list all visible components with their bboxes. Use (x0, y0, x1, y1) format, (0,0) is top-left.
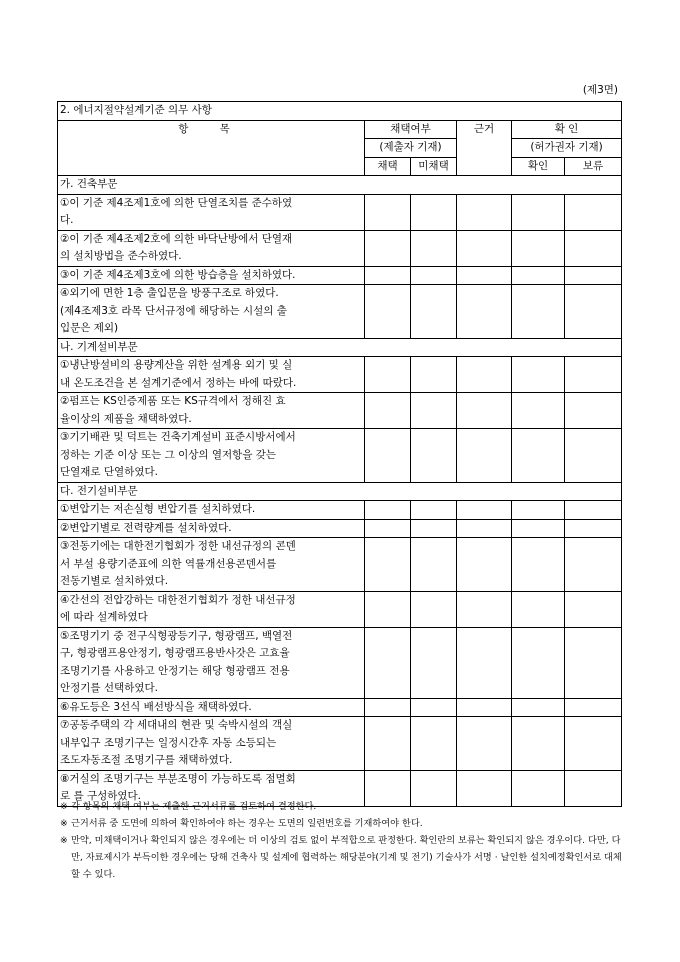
confirm-ok-cell[interactable] (512, 627, 565, 698)
basis-cell[interactable] (457, 698, 512, 717)
adopt-yes-cell[interactable] (365, 538, 411, 592)
confirm-hold-cell[interactable] (565, 519, 622, 538)
confirm-ok-cell[interactable] (512, 501, 565, 520)
footnote-mark: ※ (60, 835, 68, 846)
checklist-item-text (58, 285, 365, 339)
adopt-no-cell[interactable] (411, 519, 457, 538)
confirm-ok-cell[interactable] (512, 285, 565, 339)
adopt-yes-cell[interactable] (365, 357, 411, 393)
section-label: 다. 전기설비부문 (58, 482, 622, 501)
confirm-ok-cell[interactable] (512, 357, 565, 393)
confirm-hold-cell[interactable] (565, 357, 622, 393)
confirm-hold-cell[interactable] (565, 538, 622, 592)
footnote (60, 798, 626, 815)
checklist-item-line: 구, 형광램프용안정기, 형광램프용반사갓은 고효율 (60, 647, 290, 659)
basis-cell[interactable] (457, 230, 512, 266)
confirm-hold-cell[interactable] (565, 591, 622, 627)
checklist-item-text (58, 717, 365, 771)
header-confirm-hold: 보류 (565, 157, 622, 176)
checklist-item-line: ③이 기준 제4조제3호에 의한 방습층을 설치하였다. (60, 268, 296, 281)
confirm-hold-cell[interactable] (565, 627, 622, 698)
checklist-item-text (58, 429, 365, 483)
checklist-row (58, 429, 622, 483)
basis-cell[interactable] (457, 285, 512, 339)
basis-cell[interactable] (457, 429, 512, 483)
adopt-no-cell[interactable] (411, 393, 457, 429)
confirm-hold-cell[interactable] (565, 285, 622, 339)
section-row (58, 176, 622, 195)
basis-cell[interactable] (457, 591, 512, 627)
footnote (60, 832, 626, 883)
adopt-yes-cell[interactable] (365, 501, 411, 520)
table-title: 2. 에너지절약설계기준 의무 사항 (58, 102, 622, 121)
adopt-yes-cell[interactable] (365, 591, 411, 627)
checklist-item-line: 율이상의 제품을 채택하였다. (60, 412, 192, 425)
section-label: 가. 건축부문 (58, 176, 622, 195)
checklist-item-line: 입문은 제외) (60, 322, 119, 334)
adopt-no-cell[interactable] (411, 627, 457, 698)
checklist-row (58, 501, 622, 520)
adopt-no-cell[interactable] (411, 357, 457, 393)
header-adopt-title: 채택여부 (365, 120, 457, 139)
footnotes (60, 798, 626, 883)
adopt-no-cell[interactable] (411, 285, 457, 339)
checklist-item-line: 전동기별로 설치하였다. (60, 575, 169, 587)
confirm-hold-cell[interactable] (565, 501, 622, 520)
basis-cell[interactable] (457, 266, 512, 285)
checklist-item-line: 내 온도조건을 본 설계기준에서 정하는 바에 따랐다. (60, 376, 297, 389)
checklist-item-text (58, 194, 365, 230)
adopt-yes-cell[interactable] (365, 717, 411, 771)
checklist-item-line: 서 부설 용량기준표에 의한 역률개선용콘덴서를 (60, 557, 277, 570)
checklist-item-line: 정하는 기준 이상 또는 그 이상의 열저항을 갖는 (60, 448, 277, 461)
checklist-row (58, 194, 622, 230)
adopt-yes-cell[interactable] (365, 519, 411, 538)
confirm-hold-cell[interactable] (565, 698, 622, 717)
footnote-mark: ※ (60, 818, 68, 829)
confirm-hold-cell[interactable] (565, 429, 622, 483)
checklist-row (58, 393, 622, 429)
checklist-item-line: ④외기에 면한 1층 출입문을 방풍구조로 하였다. (60, 287, 279, 299)
checklist-item-line: ①변압기는 저손실형 변압기를 설치하였다. (60, 503, 256, 515)
checklist-item-text (58, 627, 365, 698)
confirm-hold-cell[interactable] (565, 717, 622, 771)
footnote-text: 근거서류 중 도면에 의하여 확인하여야 하는 경우는 도면의 일련번호를 기재하여야 한다. (71, 818, 423, 829)
checklist-item-line: ⑦공동주택의 각 세대내의 현관 및 숙박시설의 객실 (60, 719, 293, 731)
checklist-item-line: 조도자동조절 조명기구를 채택하였다. (60, 754, 233, 766)
basis-cell[interactable] (457, 393, 512, 429)
adopt-no-cell[interactable] (411, 194, 457, 230)
checklist-item-line: 에 따라 설계하였다 (60, 611, 148, 623)
adopt-yes-cell[interactable] (365, 627, 411, 698)
checklist-row (58, 519, 622, 538)
section-row (58, 482, 622, 501)
checklist-item-line: 의 설치방법을 준수하였다. (60, 250, 182, 262)
confirm-ok-cell[interactable] (512, 429, 565, 483)
checklist-item-line: ⑤조명기기 중 전구식형광등기구, 형광램프, 백열전 (60, 629, 293, 642)
checklist-item-line: 단열재로 단열하였다. (60, 466, 158, 478)
confirm-ok-cell[interactable] (512, 538, 565, 592)
confirm-ok-cell[interactable] (512, 698, 565, 717)
confirm-hold-cell[interactable] (565, 266, 622, 285)
checklist-item-line: 조명기기를 사용하고 안정기는 해당 형광램프 전용 (60, 664, 290, 677)
confirm-ok-cell[interactable] (512, 393, 565, 429)
confirm-hold-cell[interactable] (565, 194, 622, 230)
checklist-item-text (58, 501, 365, 520)
checklist-item-line: ⑥유도등은 3선식 배선방식을 채택하였다. (60, 700, 252, 713)
checklist-row (58, 627, 622, 698)
adopt-yes-cell[interactable] (365, 393, 411, 429)
energy-saving-checklist-table (57, 101, 622, 807)
section-row (58, 338, 622, 357)
checklist-item-text (58, 538, 365, 592)
checklist-item-text (58, 357, 365, 393)
confirm-ok-cell[interactable] (512, 230, 565, 266)
header-item: 항 목 (58, 120, 365, 176)
checklist-item-text (58, 393, 365, 429)
checklist-item-text (58, 230, 365, 266)
checklist-row (58, 266, 622, 285)
adopt-no-cell[interactable] (411, 698, 457, 717)
adopt-yes-cell[interactable] (365, 285, 411, 339)
footnote (60, 815, 626, 832)
adopt-yes-cell[interactable] (365, 429, 411, 483)
basis-cell[interactable] (457, 627, 512, 698)
header-adopt-yes: 채택 (365, 157, 411, 176)
checklist-item-line: ②펌프는 KS인증제품 또는 KS규격에서 정해진 효 (60, 395, 286, 407)
header-adopt-no: 미채택 (411, 157, 457, 176)
basis-cell[interactable] (457, 519, 512, 538)
checklist-item-line: 로 를 구성하였다. (60, 790, 142, 802)
header-confirm-ok: 확인 (512, 157, 565, 176)
checklist-row (58, 230, 622, 266)
footnote-mark: ※ (60, 801, 68, 812)
header-adopt-subtitle: (제출자 기재) (365, 139, 457, 158)
confirm-ok-cell[interactable] (512, 266, 565, 285)
checklist-row (58, 698, 622, 717)
basis-cell[interactable] (457, 194, 512, 230)
checklist-item-line: ⑧거실의 조명기구는 부분조명이 가능하도록 점멸회 (60, 772, 296, 785)
checklist-item-line: ①이 기준 제4조제1호에 의한 단열조치를 준수하였 (60, 196, 293, 209)
checklist-item-text (58, 698, 365, 717)
adopt-no-cell[interactable] (411, 538, 457, 592)
adopt-no-cell[interactable] (411, 429, 457, 483)
checklist-item-text (58, 266, 365, 285)
adopt-no-cell[interactable] (411, 591, 457, 627)
checklist-row (58, 591, 622, 627)
checklist-item-line: (제4조제3호 라목 단서규정에 해당하는 시설의 출 (60, 304, 287, 317)
header-confirm-subtitle: (허가권자 기재) (512, 139, 622, 158)
adopt-yes-cell[interactable] (365, 266, 411, 285)
section-label: 나. 기계설비부문 (58, 338, 622, 357)
confirm-ok-cell[interactable] (512, 591, 565, 627)
checklist-row (58, 717, 622, 771)
confirm-ok-cell[interactable] (512, 519, 565, 538)
checklist-item-line: 안정기를 선택하였다. (60, 682, 158, 694)
checklist-item-line: 내부입구 조명기구는 일정시간후 자동 소등되는 (60, 736, 277, 749)
checklist-item-line: ①냉난방설비의 용량계산을 위한 설계용 외기 및 실 (60, 359, 293, 371)
checklist-item-text (58, 591, 365, 627)
confirm-ok-cell[interactable] (512, 717, 565, 771)
checklist-item-line: ③전동기에는 대한전기협회가 정한 내선규정의 콘덴 (60, 540, 296, 552)
adopt-no-cell[interactable] (411, 230, 457, 266)
adopt-yes-cell[interactable] (365, 230, 411, 266)
adopt-no-cell[interactable] (411, 501, 457, 520)
checklist-row (58, 285, 622, 339)
footnote-text: 각 항목의 채택 여부는 제출한 근거서류를 검토하여 결정한다. (71, 801, 317, 812)
checklist-item-text (58, 519, 365, 538)
page-number-label: (제3면) (582, 84, 618, 96)
confirm-hold-cell[interactable] (565, 393, 622, 429)
basis-cell[interactable] (457, 538, 512, 592)
checklist-row (58, 538, 622, 592)
checklist-item-line: ②이 기준 제4조제2호에 의한 바닥난방에서 단열재 (60, 232, 293, 245)
checklist-item-line: 다. (60, 214, 74, 226)
checklist-item-line: ②변압기별로 전력량계를 설치하였다. (60, 521, 232, 534)
adopt-yes-cell[interactable] (365, 194, 411, 230)
header-basis: 근거 (457, 120, 512, 176)
header-confirm-title: 확 인 (512, 120, 622, 139)
adopt-no-cell[interactable] (411, 717, 457, 771)
adopt-yes-cell[interactable] (365, 698, 411, 717)
basis-cell[interactable] (457, 717, 512, 771)
footnote-text: 만약, 미채택이거나 확인되지 않은 경우에는 더 이상의 검토 없이 부적합으로 판정한다. 확인란의 보류는 확인되지 않은 경우이다. 다만, 다만, 자료제시가 부득이한 경우에는 당해 건축사 및 설계에 협력하는 해당분야(기계 및 전기) 기술사가 서명 · 날인한 설치예정확인서로 대체할 수 있다. (71, 835, 622, 880)
confirm-ok-cell[interactable] (512, 194, 565, 230)
checklist-row (58, 357, 622, 393)
basis-cell[interactable] (457, 501, 512, 520)
checklist-item-line: ④간선의 전압강하는 대한전기협회가 정한 내선규정 (60, 593, 296, 606)
confirm-hold-cell[interactable] (565, 230, 622, 266)
basis-cell[interactable] (457, 357, 512, 393)
adopt-no-cell[interactable] (411, 266, 457, 285)
checklist-item-line: ③기기배관 및 덕트는 건축기계설비 표준시방서에서 (60, 431, 296, 443)
